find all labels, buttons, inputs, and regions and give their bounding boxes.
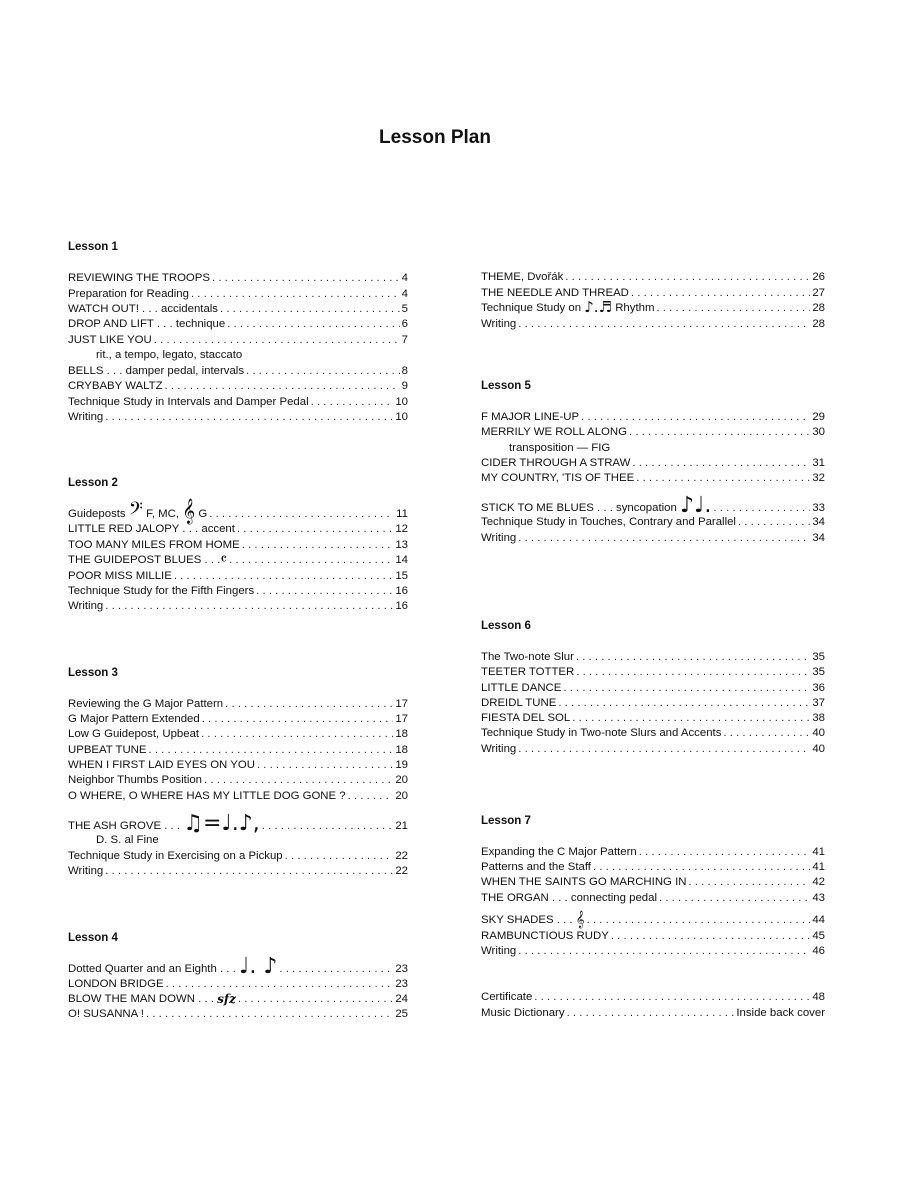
toc-entry[interactable]: G Major Pattern Extended . . . 17 [68,712,408,727]
toc-entry[interactable]: LITTLE DANCE . . . 36 [481,681,825,696]
toc-entry[interactable]: JUST LIKE YOU . . . 7 [68,333,408,348]
toc-entry[interactable]: MERRILY WE ROLL ALONG . . . 30 [481,425,825,440]
toc-entry[interactable]: Writing . . . 22 [68,864,408,879]
toc-entry[interactable]: UPBEAT TUNE . . . 18 [68,743,408,758]
toc-entry[interactable]: Writing . . . 16 [68,599,408,614]
toc-subentry: rit., a tempo, legato, staccato [96,349,243,361]
toc-entry[interactable]: Writing . . . 34 [481,531,825,546]
toc-entry[interactable]: Technique Study on ♪.♬ Rhythm . . . 28 [481,301,825,316]
toc-entry[interactable]: Writing . . . 28 [481,317,825,332]
toc-entry[interactable]: LITTLE RED JALOPY . . . accent . . . 12 [68,522,408,537]
toc-entry[interactable]: Reviewing the G Major Pattern . . . 17 [68,697,408,712]
toc-entry[interactable]: BLOW THE MAN DOWN . . . sfz . . . 24 [68,992,408,1007]
lesson-3-heading: Lesson 3 [68,667,118,679]
left-column [68,0,408,1192]
page-title: Lesson Plan [379,127,491,148]
toc-entry[interactable]: O WHERE, O WHERE HAS MY LITTLE DOG GONE ? . . . 20 [68,789,408,804]
toc-entry[interactable]: THE ORGAN . . . connecting pedal . . . 43 [481,891,825,906]
toc-entry[interactable]: LONDON BRIDGE . . . 23 [68,977,408,992]
toc-entry[interactable]: THE ASH GROVE . . . ♫=♩.♪, . . . 21 [68,818,408,833]
toc-entry[interactable]: THEME, Dvořák . . . 26 [481,270,825,285]
toc-entry[interactable]: WHEN I FIRST LAID EYES ON YOU . . . 19 [68,758,408,773]
treble-clef-icon: 𝄞 [182,499,196,524]
eighth-notes-icon: ♫=♩.♪, [183,811,260,836]
toc-entry[interactable]: F MAJOR LINE-UP . . . 29 [481,410,825,425]
lesson-2-heading: Lesson 2 [68,477,118,489]
toc-entry[interactable]: Neighbor Thumbs Position . . . 20 [68,773,408,788]
toc-entry[interactable]: Technique Study for the Fifth Fingers . . . 16 [68,584,408,599]
lesson-7-heading: Lesson 7 [481,815,531,827]
treble-clef-icon: 𝄞 [575,910,585,928]
bass-clef-icon: 𝄢 [128,499,143,524]
toc-entry[interactable]: Patterns and the Staff . . . 41 [481,860,825,875]
toc-entry[interactable]: Technique Study in Intervals and Damper Pedal . . . 10 [68,395,408,410]
toc-entry[interactable]: THE NEEDLE AND THREAD . . . 27 [481,286,825,301]
toc-entry[interactable]: Technique Study in Exercising on a Pickup . . . 22 [68,849,408,864]
toc-entry[interactable]: THE GUIDEPOST BLUES . . .𝄴 . . . 14 [68,553,408,568]
toc-entry[interactable]: The Two-note Slur . . . 35 [481,650,825,665]
toc-entry[interactable]: Writing . . . 46 [481,944,825,959]
toc-entry[interactable]: SKY SHADES . . . 𝄞 . . . 44 [481,913,825,928]
toc-entry[interactable]: Low G Guidepost, Upbeat . . . 18 [68,727,408,742]
toc-entry[interactable]: BELLS . . . damper pedal, intervals . . . 8 [68,364,408,379]
toc-entry[interactable]: Guideposts 𝄢 F, MC, 𝄞 G . . . 11 [68,506,408,521]
toc-entry[interactable]: POOR MISS MILLIE . . . 15 [68,569,408,584]
lesson-6-heading: Lesson 6 [481,620,531,632]
toc-subentry: D. S. al Fine [96,834,159,846]
toc-entry[interactable]: WHEN THE SAINTS GO MARCHING IN . . . 42 [481,875,825,890]
toc-entry[interactable]: STICK TO ME BLUES . . . syncopation ♪♩. . . . 33 [481,500,825,515]
lesson-1-heading: Lesson 1 [68,241,118,253]
toc-entry[interactable]: Expanding the C Major Pattern . . . 41 [481,845,825,860]
toc-entry[interactable]: MY COUNTRY, 'TIS OF THEE . . . 32 [481,471,825,486]
sfz-mark: sfz [217,992,236,1006]
toc-entry[interactable]: RAMBUNCTIOUS RUDY . . . 45 [481,929,825,944]
toc-entry[interactable]: TOO MANY MILES FROM HOME . . . 13 [68,538,408,553]
toc-entry[interactable]: Preparation for Reading . . . 4 [68,287,408,302]
common-time-icon: 𝄴 [220,550,228,568]
toc-entry[interactable]: Writing . . . 10 [68,410,408,425]
toc-entry[interactable]: CRYBABY WALTZ . . . 9 [68,379,408,394]
syncopation-notes-icon: ♪♩. [680,493,712,518]
toc-subentry: transposition — FIG [509,442,611,454]
toc-entry[interactable]: CIDER THROUGH A STRAW . . . 31 [481,456,825,471]
right-column [481,0,825,1192]
toc-entry[interactable]: Dotted Quarter and an Eighth . . . ♩. ♪ . . . 23 [68,961,408,976]
lesson-4-heading: Lesson 4 [68,932,118,944]
toc-entry[interactable]: TEETER TOTTER . . . 35 [481,665,825,680]
toc-entry[interactable]: O! SUSANNA ! . . . 25 [68,1007,408,1022]
lesson-5-heading: Lesson 5 [481,380,531,392]
toc-entry[interactable]: Certificate . . . 48 [481,990,825,1005]
toc-entry[interactable]: Technique Study in Touches, Contrary and Parallel . . . 34 [481,515,825,530]
toc-entry[interactable]: Technique Study in Two-note Slurs and Accents . . . 40 [481,726,825,741]
toc-entry[interactable]: Music Dictionary . . . Inside back cover [481,1006,825,1021]
toc-entry[interactable]: REVIEWING THE TROOPS . . . 4 [68,271,408,286]
toc-entry[interactable]: WATCH OUT! . . . accidentals . . . 5 [68,302,408,317]
dotted-note-icon: ♪.♬ [584,298,613,316]
toc-entry[interactable]: FIESTA DEL SOL . . . 38 [481,711,825,726]
toc-entry[interactable]: Writing . . . 40 [481,742,825,757]
toc-entry[interactable]: DREIDL TUNE . . . 37 [481,696,825,711]
dotted-note-icon: ♩. ♪ [238,954,278,979]
toc-entry[interactable]: DROP AND LIFT . . . technique . . . 6 [68,317,408,332]
